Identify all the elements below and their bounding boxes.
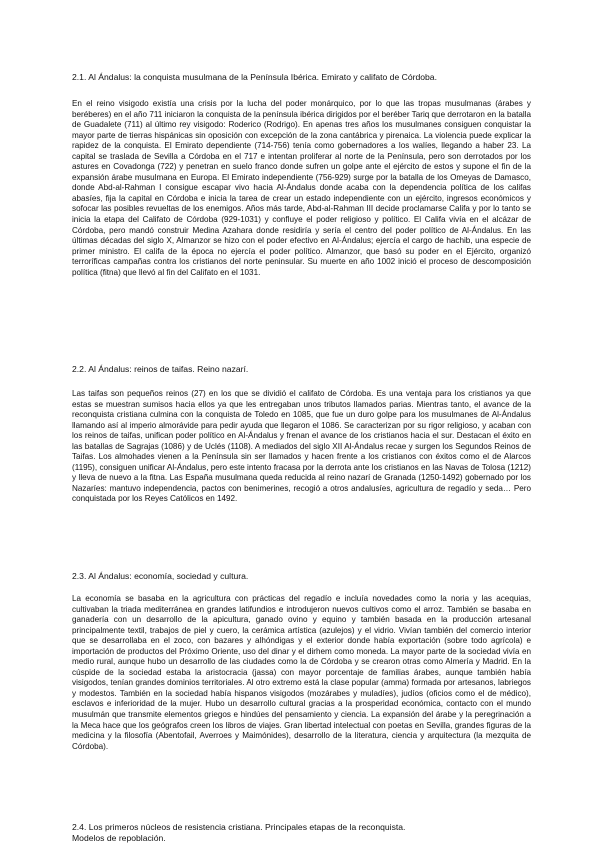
section-body-2-1: En el reino visigodo existía una crisis por la lucha del poder monárquico, por lo que las tropas musulmanas (árabes y beréberes) en el año 711 iniciaron la conquista de la península ibérica dirigidos por el beréber Tariq que derrotaron en la batalla de Guadalete (711) al último rey visigodo: Roderico (Rodrigo). En apenas tres años los musulmanes consiguen conquistar la mayor parte de tierras hispánicas sin oposición con excepción de la zona cantábrica y pirenaica. La violencia puede explicar la rapidez de la conquista. El Emirato dependiente (714-756) tenía como gobernadores a los walíes, llegando a haber 23. La capital se traslada de Sevilla a Córdoba en el 717 e intentan proliferar al norte de la Península, pero son derrotados por los astures en Covadonga (722) y penetran en suelo franco donde sufren un golpe ante el ejército de estos y supone el fin de la expansión árabe musulmana en Europa. El Emirato independiente (756-929) surge por la batalla de los Omeyas de Damasco, donde Abd-al-Rahman I consigue escapar vivo hacia Al-Ándalus donde acaba con la dependencia política de los califas abasíes, fija la capital en Córdoba e inicia la tarea de crear un estado independiente con un ejército, ingresos económicos y sofocar las posibles revueltas de los enemigos. Años más tarde, Abd-al-Rahman III decide proclamarse Califa y por lo tanto se inicia la etapa del Califato de Córdoba (929-1031) y confluye el poder religioso y político. El Califa vivía en el alcázar de Córdoba, pero mandó construir Medina Azahara donde residiría y sería el centro del poder político de Al-Ándalus. En las últimas décadas del siglo X, Almanzor se hizo con el poder efectivo en Al-Ándalus; ejercía el cargo de hachib, una especie de primer ministro. El califa de la época no ejercía el poder político. Almanzor, que basó su poder en el Ejército, organizó terroríficas campañas contra los cristianos del norte peninsular. Su muerte en año 1002 inició el proceso de descomposición política (fitna) que llevó al fin del Califato en el 1031. — [72, 99, 531, 277]
section-body-2-3: La economía se basaba en la agricultura con prácticas del regadío e incluía novedades como la noria y las acequias, cultivaban la triada mediterránea en grandes latifundios e introdujeron nuevos cultivos como el arroz. También se basaba en ganadería con un desarrollo de la apicultura, ganado ovino y equino y también basada en la producción artesanal principalmente textil, trabajos de piel y cuero, la cerámica artística (azulejos) y el vidrio. Vivían también del comercio interior que se desarrollaba en el zoco, con bazares y alhóndigas y el exterior donde había exportación (sobre todo agrícola) e importación de productos del Próximo Oriente, uso del dinar y el dirhem como moneda. La mayor parte de la sociedad vivía en medio rural, aunque hubo un desarrollo de las ciudades como la de Córdoba y se crearon otras como Almería y Madrid. En la cúspide de la sociedad estaba la aristocracia (jassa) con mayor porcentaje de familias árabes, aunque también había visigodos, tenían grandes dominios territoriales. Al otro extremo está la clase popular (amma) formada por artesanos, labriegos y modestos. También en la sociedad había hispanos visigodos (mozárabes y muladíes), judíos (oficios como el de médico), esclavos e inferioridad de la mujer. Hubo un desarrollo cultural gracias a la prosperidad económica, contacto con el mundo musulmán que transmite elementos griegos e hindúes del pensamiento y ciencia. La expansión del árabe y la peregrinación a la Meca hace que los geógrafos creen los libros de viajes. Gran libertad intelectual con poetas en Sevilla, grandes figuras de la medicina y la filosofía (Abentofail, Averroes y Maimónides), desarrollo de la literatura, ciencia y arquitectura (la mezquita de Córdoba). — [72, 594, 531, 751]
section-heading-2-1: 2.1. Al Ándalus: la conquista musulmana de la Península Ibérica. Emirato y califato de Córdoba. — [72, 72, 437, 82]
section-body-2-2: Las taifas son pequeños reinos (27) en los que se dividió el califato de Córdoba. Es una ventaja para los cristianos ya que estas se muestran sumisos hacia ellos ya que les entregaban unos tributos llamados parias. Mientras tanto, el avance de la reconquista cristiana culmina con la conquista de Toledo en 1085, que fue un duro golpe para los musulmanes de Al-Ándalus llamando así al imperio almorávide para pedir ayuda que llegaron el 1086. Se caracterizan por su rigor religioso, y acaban con los reinos de taifas, unifican poder político en Al-Ándalus y frenan el avance de los cristianos hacia el sur. Destacan el éxito en las batallas de Sagrajas (1086) y de Uclés (1108). A mediados del siglo XII Al-Ándalus recae y surgen los Segundos Reinos de Taifas. Los almohades vienen a la Península sin ser llamados y hacen frente a los cristianos con éxitos como el de Alarcos (1195), consiguen unificar Al-Ándalus, pero este intento fracasa por la derrota ante los cristianos en las Navas de Tolosa (1212) y lleva de nuevo a la fitna. Las España musulmana queda reducida al reino nazarí de Granada (1250-1492) gobernado por los Nazaríes: mantuvo independencia, pactos con benimerines, recogió a otros andalusíes, agricultura de regadío y seda… Pero conquistada por los Reyes Católicos en 1492. — [72, 389, 531, 504]
section-heading-2-2: 2.2. Al Ándalus: reinos de taifas. Reino nazarí. — [72, 364, 249, 374]
section-heading-2-3: 2.3. Al Ándalus: economía, sociedad y cultura. — [72, 571, 249, 581]
section-heading-2-4: 2.4. Los primeros núcleos de resistencia cristiana. Principales etapas de la reconquista. Modelos de repoblación. — [72, 822, 406, 843]
